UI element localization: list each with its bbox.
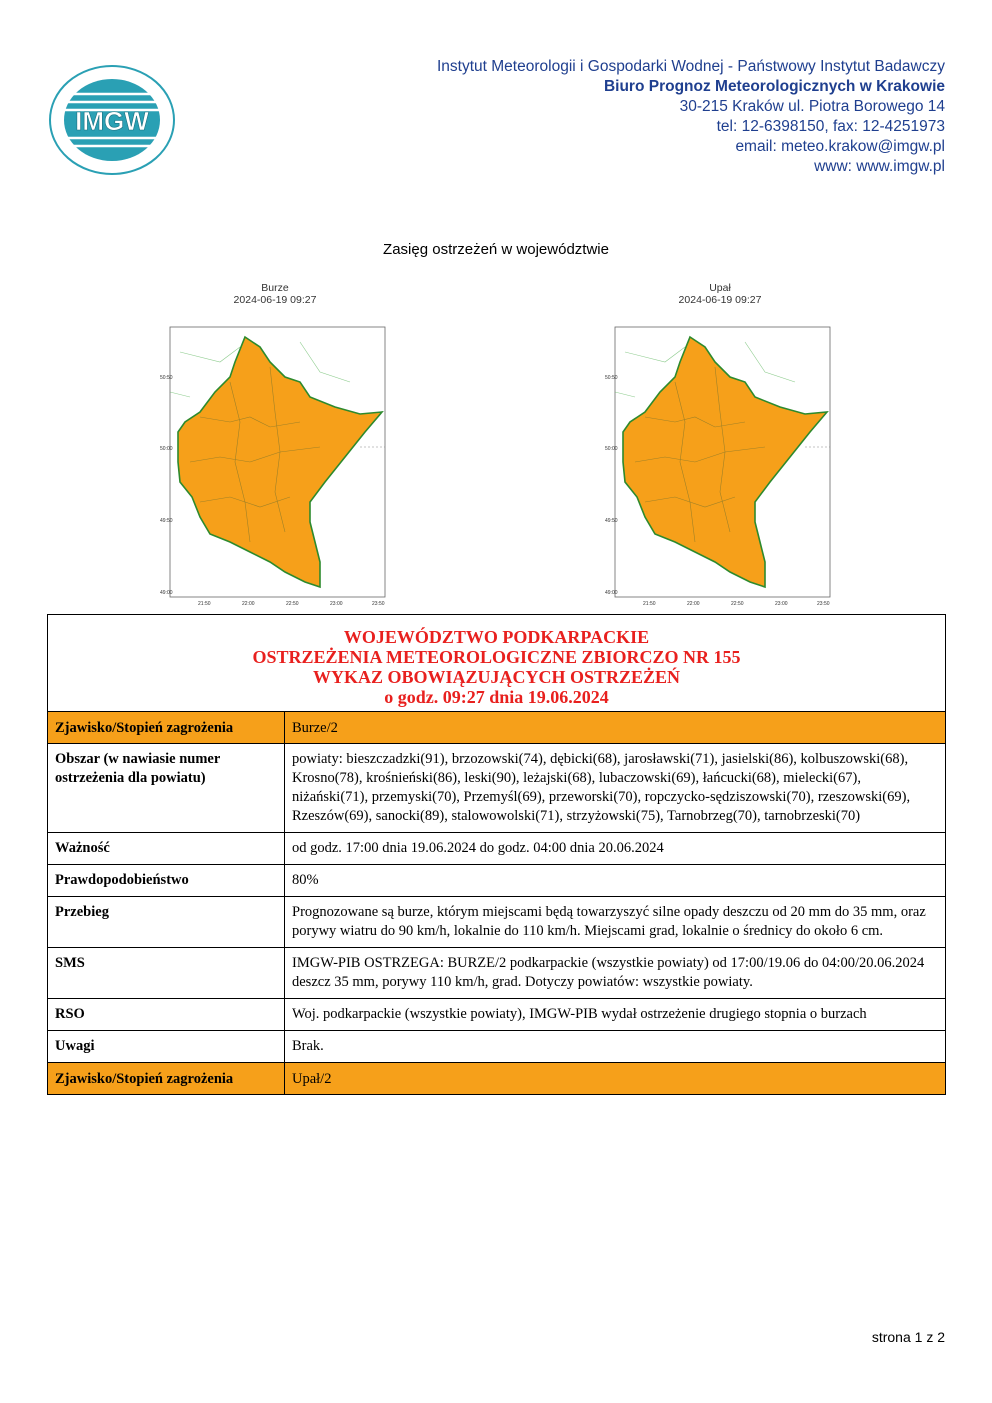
map-date: 2024-06-19 09:27 (678, 294, 762, 306)
heading-warnings-number: OSTRZEŻENIA METEOROLOGICZNE ZBIORCZO NR 155 (252, 647, 741, 667)
map-title: Burze (261, 282, 289, 294)
row-label: Zjawisko/Stopień zagrożenia (48, 1063, 285, 1095)
table-heading (48, 615, 946, 712)
row-label: SMS (48, 948, 285, 999)
logo-text: IMGW (75, 106, 149, 136)
row-label: Obszar (w nawiasie numer ostrzeżenia dla powiatu) (48, 744, 285, 833)
page-number: strona 1 z 2 (871, 1329, 945, 1345)
row-label: Uwagi (48, 1031, 285, 1063)
row-label: Ważność (48, 833, 285, 865)
map-burze (160, 282, 390, 607)
lat-label: 50:50 (160, 375, 173, 381)
heading-list: WYKAZ OBOWIĄZUJĄCYCH OSTRZEŻEŃ (312, 667, 681, 687)
lon-label: 21:50 (198, 601, 211, 607)
lon-label: 22:00 (242, 601, 255, 607)
table-header-row (48, 615, 946, 712)
row-value: Burze/2 (285, 712, 946, 744)
email[interactable]: email: meteo.krakow@imgw.pl (735, 138, 945, 155)
table-row (48, 744, 946, 833)
institute-name: Instytut Meteorologii i Gospodarki Wodnej - Państwowy Instytut Badawczy (437, 58, 945, 75)
lon-label: 23:50 (372, 601, 385, 607)
row-value: Prognozowane są burze, którym miejscami będą towarzyszyć silne opady deszczu od 20 mm do 35 mm, oraz porywy wiatru do 90 km/h, lokalnie do 110 km/h. Miejscami grad, lokalnie o średnicy do około 6 cm. (285, 897, 946, 948)
lat-label: 49:00 (605, 590, 618, 596)
map-svg (160, 322, 390, 607)
table-row (48, 999, 946, 1031)
lat-label: 50:00 (160, 446, 173, 452)
map-title: Upał (709, 282, 731, 294)
phone: tel: 12-6398150, fax: 12-4251973 (716, 118, 945, 135)
lon-label: 23:50 (817, 601, 830, 607)
row-label: Prawdopodobieństwo (48, 865, 285, 897)
table-row (48, 948, 946, 999)
lon-label: 23:00 (775, 601, 788, 607)
row-value: powiaty: bieszczadzki(91), brzozowski(74), dębicki(68), jarosławski(71), jasielski(86), kolbuszowski(68), Krosno(78), krośnieński(86), leski(90), leżajski(68), lubaczowski(69), łańcucki(68), mielecki(67), niżański(71), przemyski(70), Przemyśl(69), przeworski(70), ropczycko-sędziszowski(70), rzeszowski(69), Rzeszów(69), sanocki(89), stalowowolski(71), strzyżowski(75), Tarnobrzeg(70), tarnobrzeski(70) (285, 744, 946, 833)
lat-label: 49:50 (605, 518, 618, 524)
heading-voivodeship: WOJEWÓDZTWO PODKARPACKIE (343, 627, 650, 647)
table-row (48, 833, 946, 865)
table-row (48, 1031, 946, 1063)
table-row (48, 897, 946, 948)
table-row (48, 865, 946, 897)
row-value: IMGW-PIB OSTRZEGA: BURZE/2 podkarpackie (wszystkie powiaty) od 17:00/19.06 do 04:00/20.06.2024 deszcz 35 mm, porywy 110 km/h, grad. Dotyczy powiatów: wszystkie powiaty. (285, 948, 946, 999)
map-upal (605, 282, 835, 607)
address: 30-215 Kraków ul. Piotra Borowego 14 (679, 98, 945, 115)
row-label: Zjawisko/Stopień zagrożenia (48, 712, 285, 744)
row-value: 80% (285, 865, 946, 897)
row-value: Woj. podkarpackie (wszystkie powiaty), IMGW-PIB wydał ostrzeżenie drugiego stopnia o burzach (285, 999, 946, 1031)
imgw-logo (48, 64, 176, 176)
row-label: RSO (48, 999, 285, 1031)
warnings-table (47, 614, 946, 1095)
map-svg (605, 322, 835, 607)
row-value: Brak. (285, 1031, 946, 1063)
lon-label: 23:00 (330, 601, 343, 607)
table-row (48, 1063, 946, 1095)
bureau-name: Biuro Prognoz Meteorologicznych w Krakowie (603, 78, 945, 95)
lat-label: 50:00 (605, 446, 618, 452)
website[interactable]: www: www.imgw.pl (814, 158, 945, 175)
map-date: 2024-06-19 09:27 (233, 294, 317, 306)
row-value: od godz. 17:00 dnia 19.06.2024 do godz. 04:00 dnia 20.06.2024 (285, 833, 946, 865)
institute-header (437, 57, 945, 177)
row-value: Upał/2 (285, 1063, 946, 1095)
lon-label: 21:50 (643, 601, 656, 607)
heading-time: o godz. 09:27 dnia 19.06.2024 (384, 687, 609, 707)
lat-label: 49:50 (160, 518, 173, 524)
maps-title: Zasięg ostrzeżeń w województwie (383, 241, 609, 258)
lon-label: 22:00 (687, 601, 700, 607)
row-label: Przebieg (48, 897, 285, 948)
lat-label: 49:00 (160, 590, 173, 596)
lat-label: 50:50 (605, 375, 618, 381)
table-row (48, 712, 946, 744)
lon-label: 22:50 (731, 601, 744, 607)
lon-label: 22:50 (286, 601, 299, 607)
